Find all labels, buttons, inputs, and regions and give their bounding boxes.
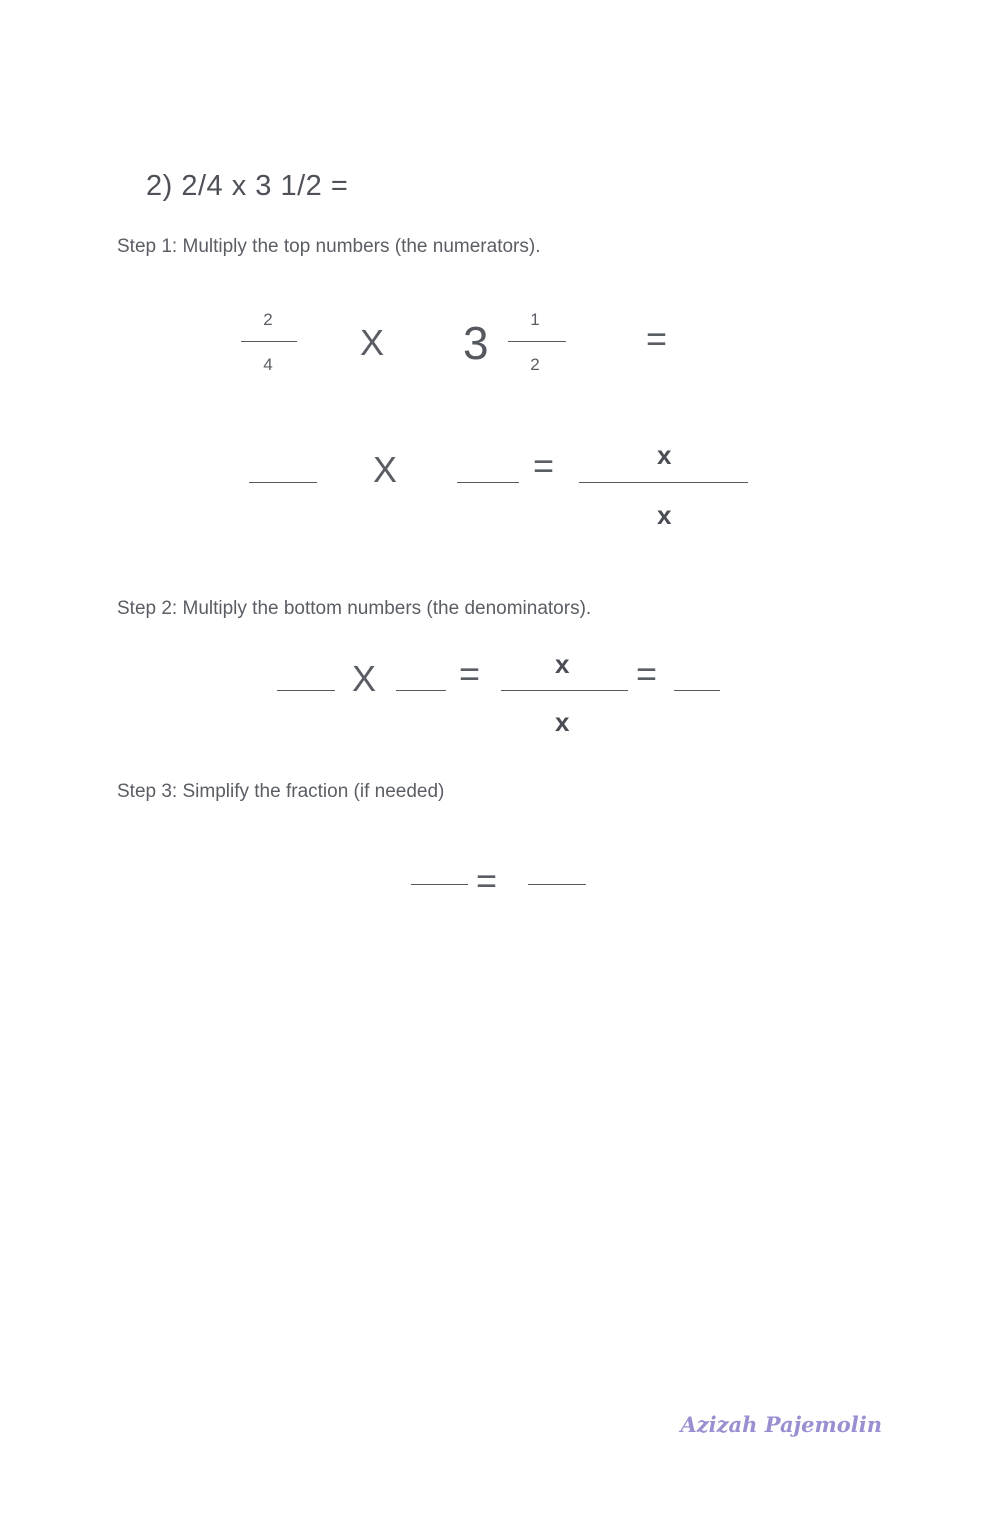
step1-instruction: Step 1: Multiply the top numbers (the numerators). — [117, 236, 541, 257]
denominator-blank-1[interactable] — [277, 690, 335, 691]
numerator-blank-2[interactable] — [457, 482, 519, 483]
step2-equals-sign-2: = — [636, 653, 658, 694]
numerator-blank-1[interactable] — [249, 482, 317, 483]
problem-title: 2) 2/4 x 3 1/2 = — [146, 170, 349, 202]
denominator-blank-2[interactable] — [396, 690, 446, 691]
step2-instruction: Step 2: Multiply the bottom numbers (the denominators). — [117, 598, 592, 619]
step1-multiply-sign: X — [373, 449, 398, 490]
multiply-sign: X — [360, 322, 385, 363]
step1-fraction-bar[interactable] — [579, 482, 748, 483]
whole-number: 3 — [463, 317, 489, 369]
step2-bottom-x: x — [555, 707, 570, 737]
step2-result-blank[interactable] — [674, 690, 720, 691]
step3-instruction: Step 3: Simplify the fraction (if needed) — [117, 781, 445, 802]
author-signature: Azizah Pajemolin — [680, 1412, 882, 1437]
fraction1-bar — [241, 341, 297, 342]
fraction1-numerator: 2 — [263, 310, 273, 329]
equals-sign: = — [646, 318, 668, 359]
step2-equals-sign-1: = — [459, 653, 481, 694]
step1-bottom-x: x — [657, 500, 672, 530]
fraction2-bar — [508, 341, 566, 342]
step2-top-x: x — [555, 649, 570, 679]
fraction1-denominator: 4 — [263, 355, 273, 374]
step2-multiply-sign: X — [352, 658, 377, 699]
step1-top-x: x — [657, 440, 672, 470]
fraction2-denominator: 2 — [530, 355, 540, 374]
simplify-blank-1[interactable] — [411, 884, 468, 885]
fraction2-numerator: 1 — [530, 310, 540, 329]
step2-fraction-bar[interactable] — [501, 690, 628, 691]
step1-equals-sign: = — [533, 445, 555, 486]
step3-equals-sign: = — [476, 860, 498, 901]
simplify-blank-2[interactable] — [528, 884, 586, 885]
